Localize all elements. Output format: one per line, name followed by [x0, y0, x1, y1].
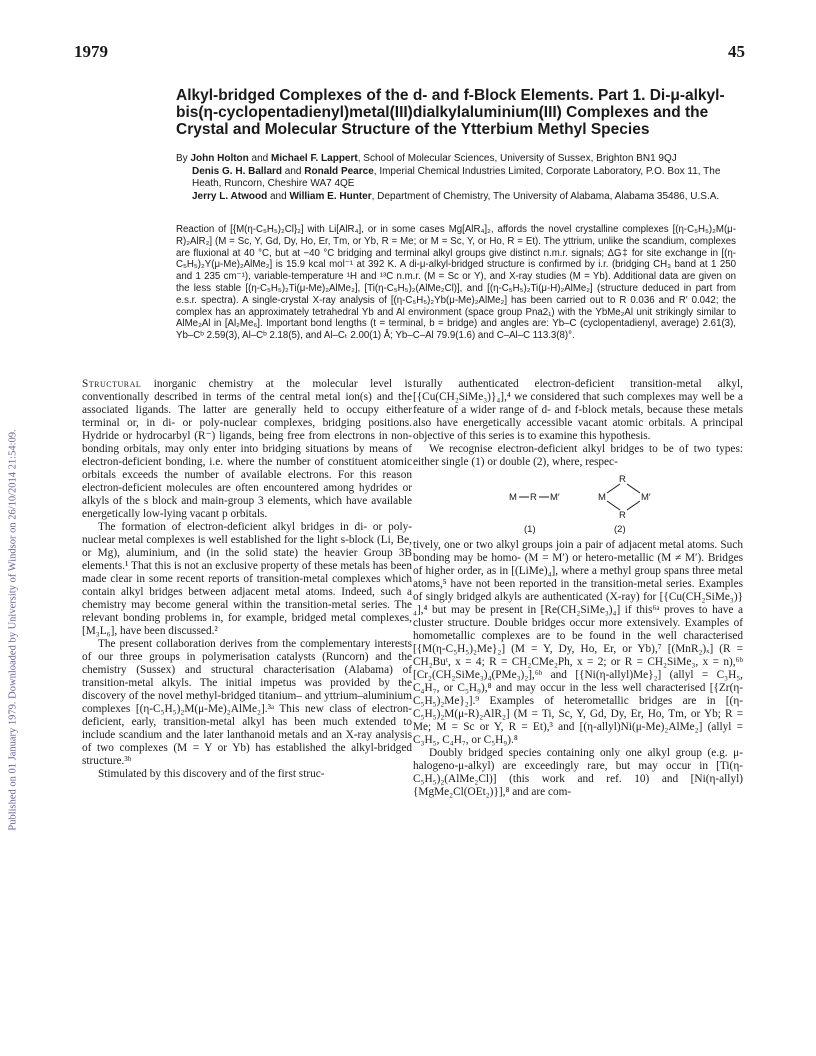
- author-line-alabama: [176, 191, 736, 204]
- bond-lines: [413, 473, 743, 537]
- author-names: Denis G. H. Ballard: [192, 165, 283, 177]
- alkyl-label: R: [530, 492, 537, 503]
- lead-word: Structural: [82, 378, 142, 390]
- download-notice-sidebar: [6, 250, 20, 1010]
- body-paragraph: The formation of electron-deficient alkyl bridges in di- or poly-nuclear metal complexes is well established for the light s-block (Li, Be, or Mg), aluminium, and (in the solid state) the heavier Group 3B elements.¹ That this is not an exclusive property of these metals has been made clear in some recent reports of transition-metal complexes which contain alkyl bridges between adjacent metal atoms. Indeed, such a chemistry may become general within the transition-metal series. The relevant bonding problems in, for example, bridged metal complexes, [M₃L₆], have been discussed.²: [82, 521, 412, 637]
- body-paragraph: Doubly bridged species containing only one alkyl group (e.g. μ-halogeno-μ-alkyl) are exceedingly rare, but may occur in [Ti(η-C₅H₅)₂(AlMe₂Cl)] (this work and ref. 10) and [Ni(η-allyl){MgMe₂Cl(OEt₂)}],⁸ and are com-: [413, 747, 743, 798]
- body-column-left: [82, 378, 412, 781]
- alkyl-label: R: [619, 474, 626, 485]
- metal-label: M′: [641, 492, 651, 503]
- bridge-structures-figure: [413, 473, 743, 537]
- author-names: John Holton: [190, 153, 249, 164]
- page-number: 45: [728, 42, 745, 61]
- bond-line: [627, 501, 640, 510]
- metal-label: M′: [550, 492, 560, 503]
- download-notice-text: Published on 01 January 1979. Downloaded by University of Windsor on 26/10/2014 21:54:09.: [7, 429, 19, 831]
- affiliation: , Imperial Chemical Industries Limited, Corporate Laboratory, P.O. Box 11, The Heath, Runcorn, Cheshire WA7 4QE: [192, 165, 721, 190]
- body-paragraph: The present collaboration derives from the complementary interests of our three groups in polymerisation catalysts (Runcorn) and the chemistry (Sussex) and structural characterisation (Alabama) of transition-metal alkyls. The initial impetus was provided by the discovery of the novel methyl-bridged titanium– and yttrium–aluminium complexes [(η-C₅H₅)₂M(μ-Me)₂AlMe₂].³ᵃ This new class of electron-deficient, early, transition-metal alkyl has been much extended to include scandium and the later lanthanoid metals and an X-ray analysis of two complexes (M = Y or Yb) has established the alkyl-bridged structure.³ᵇ: [82, 638, 412, 767]
- body-paragraph: Stimulated by this discovery and of the first struc-: [98, 768, 325, 780]
- header-year: 1979: [74, 42, 108, 61]
- author-block: [176, 153, 736, 203]
- body-paragraph: [82, 378, 412, 521]
- author-names: Michael F. Lappert: [271, 153, 358, 164]
- by-label: By: [176, 153, 191, 164]
- affiliation: , Department of Chemistry, The University of Alabama, Alabama 35486, U.S.A.: [371, 190, 720, 202]
- and-label: and: [248, 153, 272, 164]
- affiliation: , School of Molecular Sciences, University of Sussex, Brighton BN1 9QJ: [357, 153, 677, 164]
- alkyl-label: R: [619, 510, 626, 521]
- author-names: Jerry L. Atwood: [192, 190, 268, 202]
- body-column-right: [413, 378, 743, 799]
- author-line-sussex: [176, 153, 736, 166]
- article-title: Alkyl-bridged Complexes of the d- and f-Block Elements. Part 1. Di-μ-alkyl-bis(η-cyclopentadienyl)metal(III)dialkylaluminium(III) Complexes and the Crystal and Molecular Structure of the Ytterbium Methyl Species: [176, 87, 725, 138]
- paragraph-text: inorganic chemistry at the molecular level is conventionally described in terms of the central metal ion(s) and the associated ligands. The latter are generally held to occupy either terminal or, in di- or poly-nuclear complexes, bridging positions. Hydride or hydrocarbyl (R⁻) ligands, being free from electrons in non-bonding orbitals, may only enter into bridging situations by means of electron-deficient bonding, i.e. where the number of constituent atomic orbitals exceeds the number of available electrons. For this reason electron-deficient molecules are often encountered among hydrides or alkyls of the s block and main-group 3 elements, which have available energetically low-lying vacant p orbitals.: [82, 378, 412, 520]
- structure-label: (2): [614, 524, 626, 535]
- author-names: Ronald Pearce: [304, 165, 374, 177]
- body-paragraph: tively, one or two alkyl groups join a pair of adjacent metal atoms. Such bonding may be homo- (M = M′) or hetero-metallic (M ≠ M′). Bridges of higher order, as in [(LiMe)₄], where a methyl group spans three metal atoms,⁵ have not been reported in the transition-metal series. Examples of singly bridged alkyls are authenticated (X-ray) for [{Cu(CH₂SiMe₃)}₄],⁴ but may be present in [Re(CH₂SiMe₃)₄] if this⁶ᵃ proves to have a cluster structure. Double bridges occur more extensively. Examples of homometallic complexes are to be found in the well characterised [{M(η-C₅H₅)₂Me}₂] (M = Y, Dy, Ho, Er, or Yb),⁷ [(MnR₂)ₓ] (R = CH₂Buᵗ, x = 4; R = CH₂CMe₂Ph, x = 2; or R = CH₂SiMe₃, x = n),⁶ᵇ [Cr₂(CH₂SiMe₃)₄(PMe₃)₂],⁶ᵇ and [{Ni(η-allyl)Me}₂] (allyl = C₃H₅, C₄H₇, or C₅H₉),⁸ and may occur in the less well characterised [{Zr(η-C₅H₅)₂Me}₂].⁹ Examples of heterometallic bridges are in [(η-C₅H₅)₂M(μ-R)₂AlR₂] (M = Ti, Sc, Y, Gd, Dy, Er, Ho, Tm, or Yb; R = Me; M = Sc or Y, R = Et),³ and [(η-allyl)Ni(μ-Me)₂AlMe₂] (allyl = C₃H₅, C₄H₇, or C₅H₉).⁸: [413, 539, 743, 746]
- author-names: William E. Hunter: [289, 190, 372, 202]
- body-paragraph: turally authenticated electron-deficient transition-metal alkyl, [{Cu(CH₂SiMe₃)}₄],⁴ we considered that such complexes may well be a feature of a wider range of d- and f-block metals, because these metals also have energetically accessible vacant atomic orbitals. A principal objective of this series is to examine this hypothesis.: [413, 378, 743, 442]
- author-line-ici: [176, 166, 736, 191]
- metal-label: M: [509, 492, 517, 503]
- body-paragraph: We recognise electron-deficient alkyl bridges to be of two types: either single (1) or double (2), where, respec-: [413, 443, 743, 468]
- structure-label: (1): [524, 524, 536, 535]
- and-label: and: [267, 190, 290, 202]
- metal-label: M: [598, 492, 606, 503]
- and-label: and: [282, 165, 305, 177]
- bond-line: [627, 484, 640, 493]
- abstract: Reaction of [{M(η-C₅H₅)₂Cl}₂] with Li[AlR₄], or in some cases Mg[AlR₄]₂, affords the novel crystalline complexes [(η-C₅H₅)₂M(μ-R)₂AlR₂] (M = Sc, Y, Gd, Dy, Ho, Er, Tm, or Yb, R = Me; or M = Sc, Y, or Ho, R = Et). The yttrium, unlike the scandium, complexes are fluxional at 40 °C, but at −40 °C bridging and terminal alkyl groups give distinct n.m.r. signals; ΔG‡ for site exchange in [(η-C₅H₅)₂Y(μ-Me)₂AlMe₂] is 15.9 kcal mol⁻¹ at 392 K. A di-μ-alkyl-bridged structure is confirmed by i.r. (bridging CH₃ band at 1 250 and 1 235 cm⁻¹), variable-temperature ¹H and ¹³C n.m.r. (M = Sc or Y), and X-ray studies (M = Yb). Additional data are given on the less stable [(η-C₅H₅)₂Ti(μ-Me)₂AlMe₂], [Ti(η-C₅H₅)₂(AlMe₂Cl)], and [(η-C₅H₅)₂Ti(μ-H)₂AlMe₂] (structure deduced in part from e.s.r. spectra). A single-crystal X-ray analysis of [(η-C₅H₅)₂Yb(μ-Me)₂AlMe₂] has been carried out to R 0.036 and R′ 0.042; the complex has an approximately tetrahedral Yb and Al environment (space group Pna2₁) with the YbMe₂Al unit strikingly similar to AlMe₂Al in [Al₂Me₆]. Important bond lengths (t = terminal, b = bridge) and angles are: Yb–C (cyclopentadienyl, average) 2.61(3), Yb–Cᵇ 2.59(3), Al–Cᵇ 2.18(5), and Al–Cₜ 2.00(1) Å; Yb–C–Al 79.9(1.6) and C–Al–C 113.3(8)°.: [176, 224, 736, 342]
